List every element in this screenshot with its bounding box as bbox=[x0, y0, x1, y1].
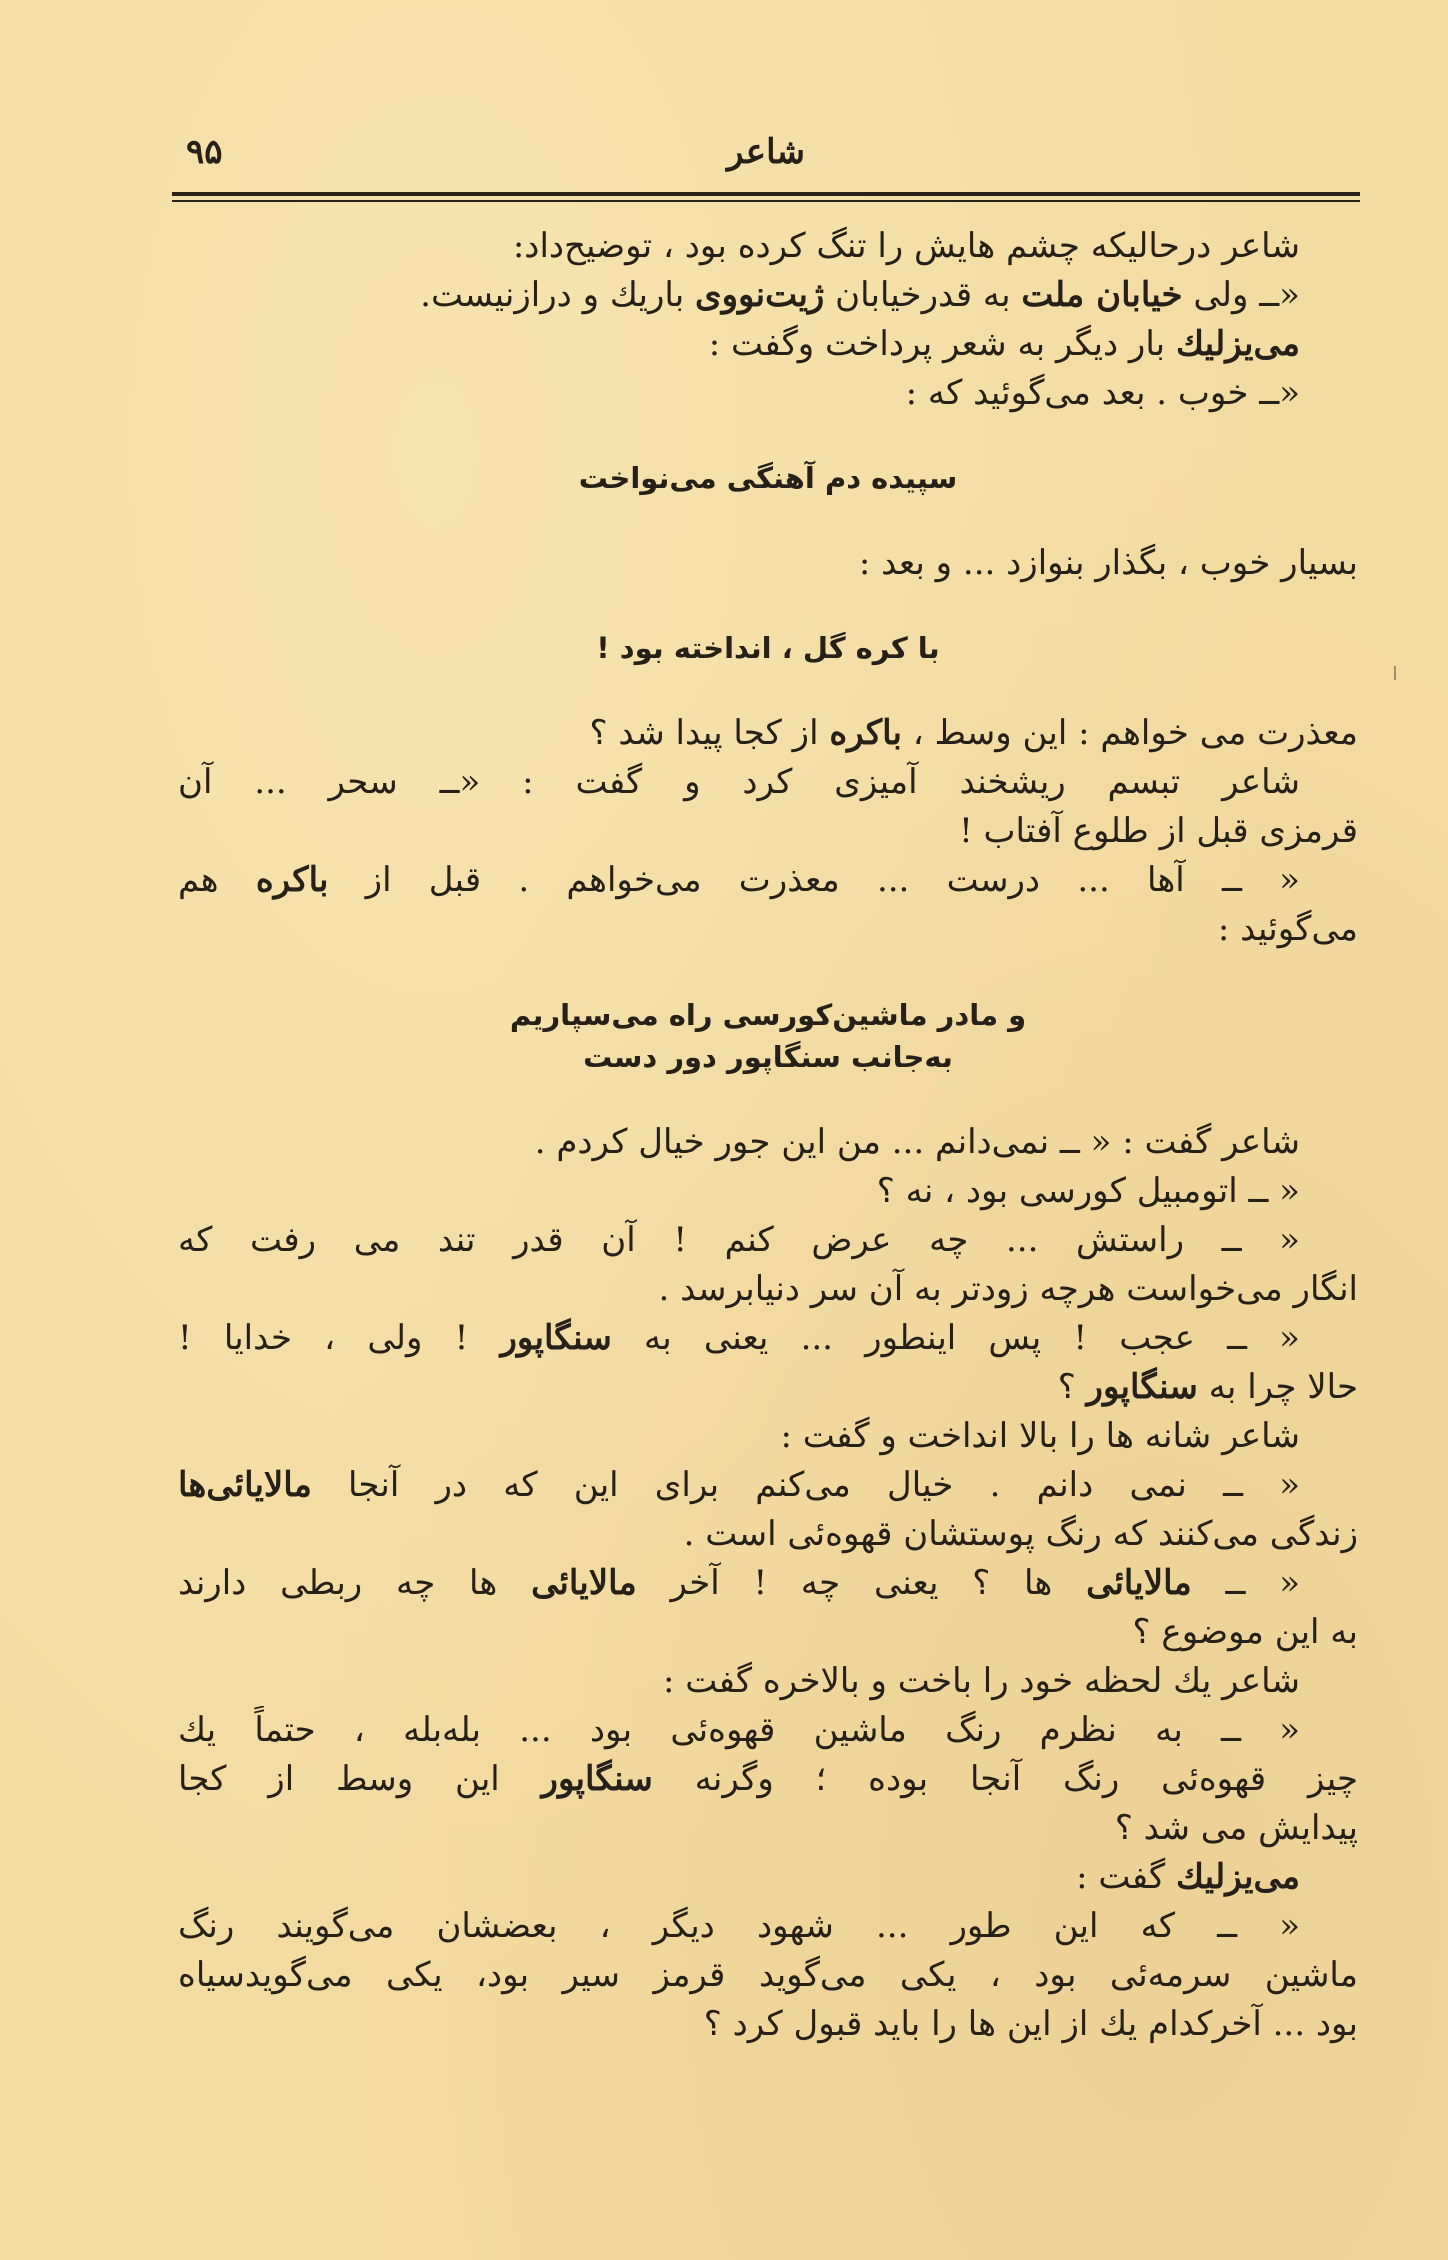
bold-word: مالایائی bbox=[1086, 1563, 1192, 1603]
bold-name: خیابان ملت bbox=[1021, 275, 1183, 315]
text-line: قرمزی قبل از طلوع آفتاب ! bbox=[959, 811, 1358, 851]
bold-place: سنگاپور bbox=[1086, 1367, 1198, 1407]
text-line: می‌گوئید : bbox=[1217, 909, 1358, 949]
text-line: « ــ نمی دانم . خیال می‌کنم برای این که در آنجا مالایائی‌ها bbox=[178, 1465, 1300, 1505]
text-line: زندگی می‌کنند که رنگ پوستشان قهوه‌ئی است . bbox=[683, 1514, 1358, 1554]
text-line: معذرت می خواهم : این وسط ، باکره از کجا پیدا شد ؟ bbox=[589, 713, 1358, 753]
bold-word: مالایائی‌ها bbox=[178, 1465, 312, 1505]
text-line: شاعر یك لحظه خود را باخت و بالاخره گفت : bbox=[663, 1661, 1300, 1701]
text-line: می‌یزلیك بار دیگر به شعر پرداخت وگفت : bbox=[708, 324, 1300, 364]
text-line: چیز قهوه‌ئی رنگ آنجا بوده ؛ وگرنه سنگاپور این وسط از کجا bbox=[178, 1759, 1358, 1799]
header-rule-thick bbox=[172, 192, 1360, 196]
text-line: شاعر گفت : « ــ نمی‌دانم ... من این جور خیال کردم . bbox=[534, 1122, 1300, 1162]
bold-word: باکره bbox=[829, 713, 902, 753]
verse-line: با کره گل ، انداخته بود ! bbox=[596, 631, 940, 665]
page-header bbox=[172, 118, 1360, 188]
text-line: انگار می‌خواست هرچه زودتر به آن سر دنیابرسد . bbox=[658, 1269, 1358, 1309]
text-line: « ــ اتومبیل کورسی بود ، نه ؟ bbox=[876, 1171, 1300, 1211]
bold-place: سنگاپور bbox=[500, 1318, 612, 1358]
bold-name: می‌یزلیك bbox=[1175, 324, 1300, 364]
verse-line: و مادر ماشین‌کورسی راه می‌سپاریم bbox=[509, 998, 1027, 1032]
text-line: «ــ خوب . بعد می‌گوئید که : bbox=[905, 373, 1300, 413]
bold-word: مالایائی bbox=[531, 1563, 637, 1603]
text-line: می‌یزلیك گفت : bbox=[1076, 1857, 1300, 1897]
text-line: شاعر شانه ها را بالا انداخت و گفت : bbox=[780, 1416, 1300, 1456]
text-line: پیدایش می شد ؟ bbox=[1114, 1808, 1358, 1848]
bold-place: سنگاپور bbox=[541, 1759, 653, 1799]
text-line: « ــ مالایائی ها ؟ یعنی چه ! آخر مالایائی ها چه ربطی دارند bbox=[178, 1563, 1300, 1603]
page-body bbox=[178, 222, 1358, 2049]
text-line: به این موضوع ؟ bbox=[1132, 1612, 1358, 1652]
running-title: شاعر bbox=[727, 132, 805, 172]
text-line: « ــ آها ... درست ... معذرت می‌خواهم . قبل از باکره هم bbox=[178, 860, 1300, 900]
text-line: بسیار خوب ، بگذار بنوازد ... و بعد : bbox=[858, 543, 1358, 583]
text-line: شاعر تبسم ریشخند آمیزی کرد و گفت : «ــ سحر ... آن bbox=[178, 762, 1300, 802]
header-rule-thin bbox=[172, 200, 1360, 202]
margin-mark bbox=[1394, 666, 1396, 680]
bold-name: می‌یزلیك bbox=[1175, 1857, 1300, 1897]
text-line: «ــ ولی خیابان ملت به قدرخیابان ژیت‌نووی باریك و درازنیست. bbox=[420, 275, 1300, 315]
text-line: شاعر درحالیکه چشم هایش را تنگ کرده بود ، توضیح‌داد: bbox=[512, 226, 1300, 266]
verse-line: سپیده دم آهنگی می‌نواخت bbox=[578, 461, 958, 495]
verse-line: به‌جانب سنگاپور دور دست bbox=[583, 1040, 953, 1074]
bold-name: ژیت‌نووی bbox=[695, 275, 825, 315]
text-line: ماشین سرمه‌ئی بود ، یکی می‌گوید قرمز سیر بود، یکی می‌گویدسیاه bbox=[178, 1955, 1358, 1995]
bold-word: باکره bbox=[255, 860, 329, 900]
text-line: « ــ که این طور ... شهود دیگر ، بعضشان می‌گویند رنگ bbox=[178, 1906, 1300, 1946]
text-line: « ــ راستش ... چه عرض کنم ! آن قدر تند می رفت که bbox=[178, 1220, 1300, 1260]
text-line: بود ... آخرکدام یك از این ها را باید قبول کرد ؟ bbox=[703, 2004, 1358, 2044]
text-line: « ــ به نظرم رنگ ماشین قهوه‌ئی بود ... بله‌بله ، حتماً یك bbox=[178, 1710, 1300, 1750]
text-line: حالا چرا به سنگاپور ؟ bbox=[1057, 1367, 1358, 1407]
text-line: « ــ عجب ! پس اینطور ... یعنی به سنگاپور ! ولی ، خدایا ! bbox=[178, 1318, 1300, 1358]
page-number: ۹۵ bbox=[186, 132, 223, 172]
